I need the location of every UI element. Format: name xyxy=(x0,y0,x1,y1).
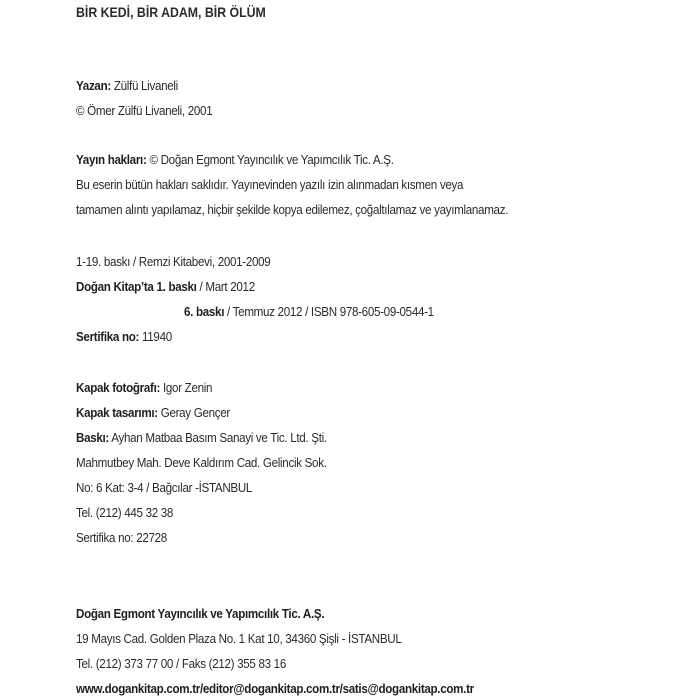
rights-holder: © Doğan Egmont Yayıncılık ve Yapımcılık Tic. A.Ş. xyxy=(149,152,394,167)
edition-certificate-line xyxy=(76,329,172,345)
printer-address-1: Mahmutbey Mah. Deve Kaldırım Cad. Gelincik Sok. xyxy=(76,455,327,470)
printer-address-2: No: 6 Kat: 3-4 / Bağcılar -İSTANBUL xyxy=(76,480,253,495)
printer-name: Ayhan Matbaa Basım Sanayi ve Tic. Ltd. Şti. xyxy=(111,430,327,445)
early-editions: 1-19. baskı / Remzi Kitabevi, 2001-2009 xyxy=(76,254,271,269)
publisher-address: 19 Mayıs Cad. Golden Plaza No. 1 Kat 10, 34360 Şişli - İSTANBUL xyxy=(76,631,402,646)
sixth-edition-details: / Temmuz 2012 / ISBN 978-605-09-0544-1 xyxy=(227,304,434,319)
author-copyright: © Ömer Zülfü Livaneli, 2001 xyxy=(76,103,213,118)
edition-certificate-label: Sertifika no: xyxy=(76,329,140,344)
publisher-name: Doğan Egmont Yayıncılık ve Yapımcılık Tic. A.Ş. xyxy=(76,606,325,621)
cover-photo-line xyxy=(76,380,212,396)
publisher-phone: Tel. (212) 373 77 00 / Faks (212) 355 83 16 xyxy=(76,656,286,671)
rights-label: Yayın hakları: xyxy=(76,152,147,167)
cover-design-credit: Geray Gençer xyxy=(160,405,230,420)
rights-line xyxy=(76,152,394,168)
printer-label: Baskı: xyxy=(76,430,109,445)
cover-photo-label: Kapak fotoğrafı: xyxy=(76,380,161,395)
rights-notice-2: tamamen alıntı yapılamaz, hiçbir şekilde kopya edilemez, çoğaltılamaz ve yayımlanamaz. xyxy=(76,202,509,217)
sixth-edition-line xyxy=(184,304,434,320)
printer-line xyxy=(76,430,327,446)
first-edition-line xyxy=(76,279,255,295)
sixth-edition-label: 6. baskı xyxy=(184,304,225,319)
author-line xyxy=(76,78,178,94)
cover-photo-credit: Igor Zenin xyxy=(162,380,213,395)
rights-notice-1: Bu eserin bütün hakları saklıdır. Yayınevinden yazılı izin alınmadan kısmen veya xyxy=(76,177,464,192)
printer-certificate: Sertifika no: 22728 xyxy=(76,530,167,545)
book-title: BİR KEDİ, BİR ADAM, BİR ÖLÜM xyxy=(76,4,266,20)
cover-design-label: Kapak tasarımı: xyxy=(76,405,158,420)
first-edition-date: / Mart 2012 xyxy=(199,279,255,294)
author-name: Zülfü Livaneli xyxy=(113,78,178,93)
imprint-page xyxy=(76,0,676,700)
first-edition-label: Doğan Kitap’ta 1. baskı xyxy=(76,279,197,294)
edition-certificate-number: 11940 xyxy=(142,329,172,344)
printer-phone: Tel. (212) 445 32 38 xyxy=(76,505,174,520)
cover-design-line xyxy=(76,405,230,421)
publisher-web-email[interactable]: www.dogankitap.com.tr/editor@dogankitap.com.tr/satis@dogankitap.com.tr xyxy=(76,681,474,696)
author-label: Yazan: xyxy=(76,78,111,93)
